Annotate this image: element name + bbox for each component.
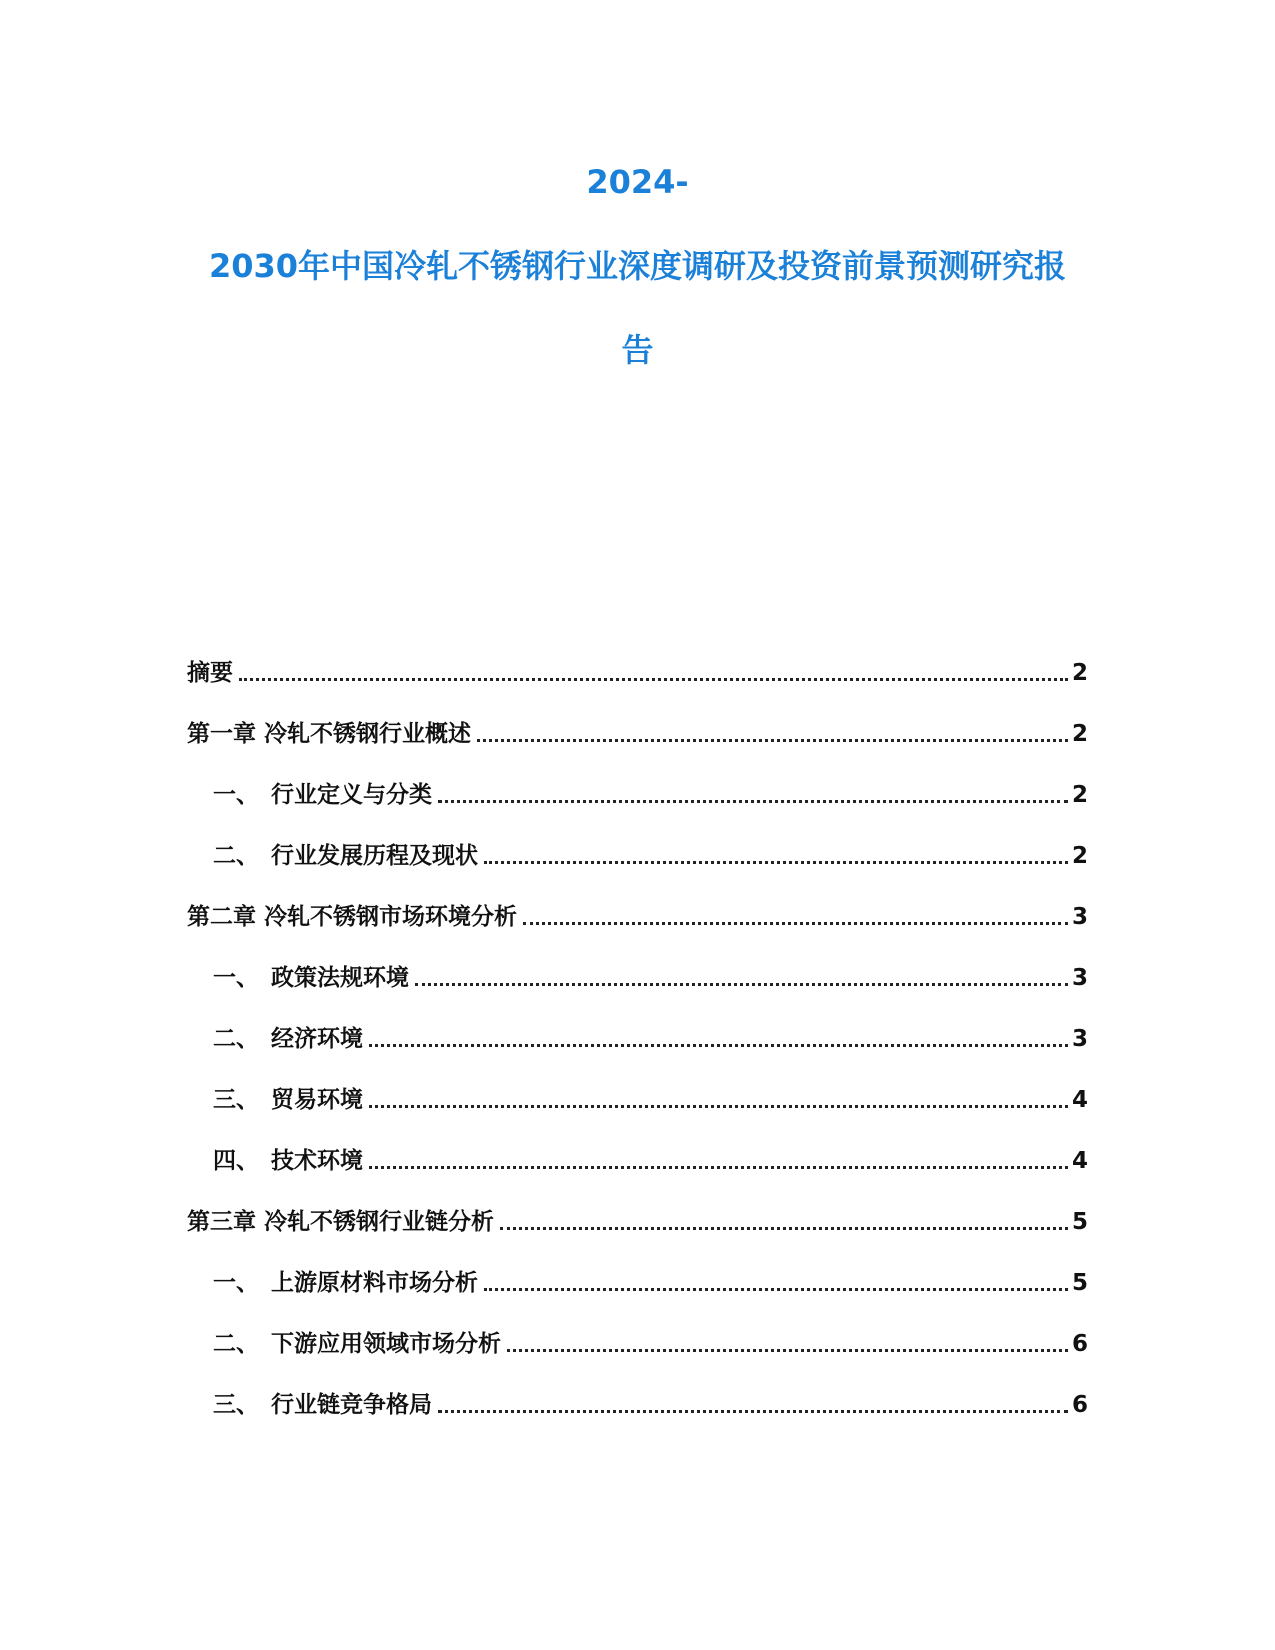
toc-page-number: 2	[1071, 721, 1088, 747]
toc-page-number: 2	[1071, 782, 1088, 808]
toc-entry-title: 贸易环境	[271, 1087, 363, 1113]
toc-entry-title: 第三章 冷轧不锈钢行业链分析	[187, 1209, 495, 1235]
toc-page-number: 5	[1071, 1270, 1088, 1296]
toc-page-number: 6	[1071, 1331, 1088, 1357]
toc-dot-leader	[415, 982, 1068, 986]
toc-entry-number: 二、	[213, 1331, 259, 1357]
title-line-1: 2024-	[586, 163, 689, 201]
toc-dot-leader	[369, 1104, 1068, 1108]
toc-dot-leader	[438, 1409, 1068, 1413]
toc-entry[interactable]	[213, 831, 1088, 871]
toc-dot-leader	[507, 1348, 1068, 1352]
toc-dot-leader	[484, 1287, 1068, 1291]
toc-entry[interactable]	[213, 1014, 1088, 1054]
toc-entry-number: 二、	[213, 1026, 259, 1052]
toc-entry-title: 摘要	[187, 660, 233, 686]
toc-dot-leader	[500, 1226, 1068, 1230]
toc-entry[interactable]	[213, 1319, 1088, 1359]
toc-dot-leader	[369, 1043, 1068, 1047]
toc-entry-title: 行业发展历程及现状	[271, 843, 478, 869]
toc-entry[interactable]	[213, 770, 1088, 810]
toc-entry-title: 上游原材料市场分析	[271, 1270, 478, 1296]
toc-page-number: 6	[1071, 1392, 1088, 1418]
title-line-2: 2030年中国冷轧不锈钢行业深度调研及投资前景预测研究报	[208, 247, 1067, 285]
toc-page-number: 4	[1071, 1148, 1088, 1174]
toc-page-number: 3	[1071, 965, 1088, 991]
toc-entry[interactable]	[213, 1380, 1088, 1420]
toc-entry[interactable]	[187, 1197, 1088, 1237]
toc-entry-number: 一、	[213, 965, 259, 991]
toc-dot-leader	[523, 921, 1068, 925]
report-title	[0, 140, 1275, 370]
toc-entry[interactable]	[213, 1075, 1088, 1115]
toc-dot-leader	[239, 677, 1068, 681]
toc-dot-leader	[477, 738, 1068, 742]
toc-entry-number: 三、	[213, 1087, 259, 1113]
toc-entry-number: 二、	[213, 843, 259, 869]
toc-entry[interactable]	[187, 892, 1088, 932]
toc-entry-number: 三、	[213, 1392, 259, 1418]
toc-entry-title: 第二章 冷轧不锈钢市场环境分析	[187, 904, 518, 930]
toc-entry-number: 一、	[213, 782, 259, 808]
toc-entry[interactable]	[213, 1136, 1088, 1176]
toc-page-number: 3	[1071, 1026, 1088, 1052]
toc-entry-title: 行业链竞争格局	[271, 1392, 432, 1418]
toc-entry-title: 技术环境	[271, 1148, 363, 1174]
toc-dot-leader	[484, 860, 1068, 864]
toc-entry[interactable]	[187, 648, 1088, 688]
toc-entry-title: 政策法规环境	[271, 965, 409, 991]
toc-entry-title: 行业定义与分类	[271, 782, 432, 808]
toc-dot-leader	[438, 799, 1068, 803]
toc-entry[interactable]	[213, 953, 1088, 993]
toc-dot-leader	[369, 1165, 1068, 1169]
toc-entry-title: 经济环境	[271, 1026, 363, 1052]
toc-page-number: 2	[1071, 660, 1088, 686]
toc-page-number: 4	[1071, 1087, 1088, 1113]
toc-entry-title: 第一章 冷轧不锈钢行业概述	[187, 721, 472, 747]
toc-page-number: 3	[1071, 904, 1088, 930]
toc-entry-number: 一、	[213, 1270, 259, 1296]
toc-page-number: 5	[1071, 1209, 1088, 1235]
title-line-3: 告	[621, 331, 654, 369]
toc-entry-title: 下游应用领域市场分析	[271, 1331, 501, 1357]
toc-entry[interactable]	[187, 709, 1088, 749]
toc-entry[interactable]	[213, 1258, 1088, 1298]
toc-page-number: 2	[1071, 843, 1088, 869]
toc-entry-number: 四、	[213, 1148, 259, 1174]
